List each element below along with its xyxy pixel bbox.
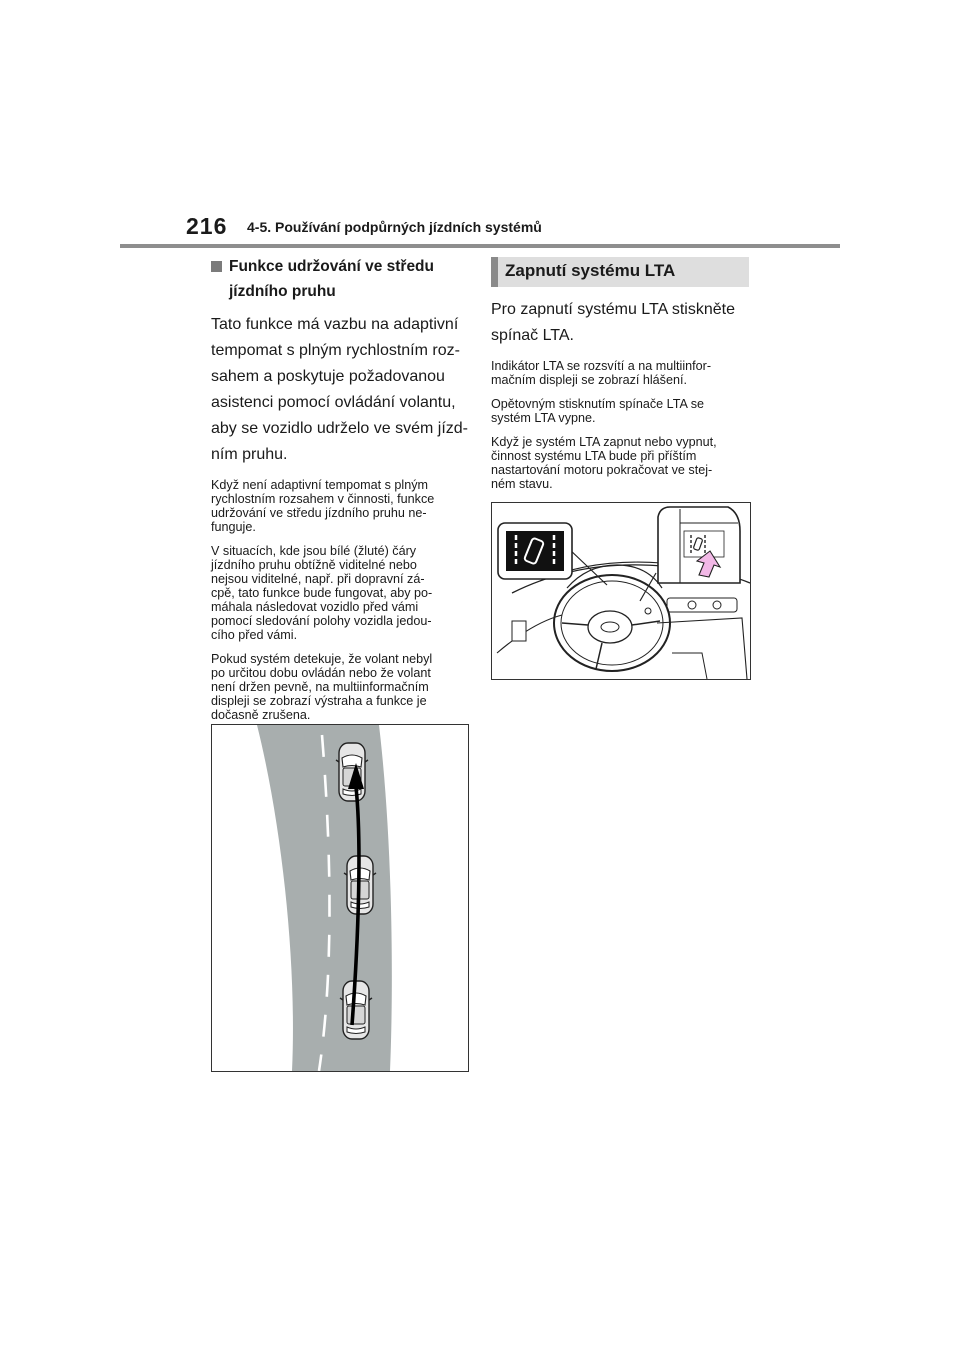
text-line: pomocí sledování polohy vozidla jedou-	[211, 614, 432, 628]
left-column	[211, 256, 469, 722]
text-line: Pokud systém detekuje, že volant nebyl	[211, 652, 433, 666]
page-number: 216	[186, 213, 228, 239]
text-line: funguje.	[211, 520, 256, 534]
lead-paragraph	[211, 312, 469, 468]
lead-line: tempomat s plným rychlostním roz-	[211, 342, 460, 359]
banner-title: Zapnutí systému LTA	[505, 261, 676, 280]
body-paragraph	[491, 435, 749, 491]
car-icon	[336, 743, 368, 801]
lead-line: Tato funkce má vazbu na adaptivní	[211, 316, 459, 333]
text-line: cího před vámi.	[211, 628, 298, 642]
text-line: činnost systému LTA bude při příštím	[491, 449, 697, 463]
text-line: nejsou viditelné, např. při dopravní zá-	[211, 572, 425, 586]
text-line: ném stavu.	[491, 477, 553, 491]
section-title	[229, 254, 434, 304]
section-banner	[491, 257, 749, 287]
text-line: Když není adaptivní tempomat s plným	[211, 478, 429, 492]
section-heading	[211, 256, 469, 304]
lta-switch-illustration	[491, 502, 751, 680]
body-paragraph	[491, 359, 749, 387]
text-line: Indikátor LTA se rozsvítí a na multiinfor-	[491, 359, 712, 373]
text-line: jízdního pruhu obtížně viditelné nebo	[211, 558, 417, 572]
lead-paragraph	[491, 297, 749, 349]
lead-line: aby se vozidlo udrželo ve svém jízd-	[211, 420, 468, 437]
body-paragraph	[211, 478, 469, 534]
text-line: máhala následovat vozidlo před vámi	[211, 600, 419, 614]
chapter-title: 4-5. Používání podpůrných jízdních systémů	[247, 219, 542, 235]
text-line: mačním displeji se zobrazí hlášení.	[491, 373, 687, 387]
lead-line: asistenci pomocí ovládání volantu,	[211, 394, 456, 411]
text-line: V situacích, kde jsou bílé (žluté) čáry	[211, 544, 417, 558]
body-paragraph	[211, 544, 469, 642]
text-line: po určitou dobu ovládán nebo že volant	[211, 666, 431, 680]
steering-wheel-icon	[554, 575, 670, 671]
text-line: není držen pevně, na multiinformačním	[211, 680, 429, 694]
right-column	[491, 257, 749, 491]
lead-line: Pro zapnutí systému LTA stiskněte	[491, 301, 735, 318]
text-line: systém LTA vypne.	[491, 411, 596, 425]
lane-centering-illustration	[211, 724, 469, 1072]
text-line: udržování ve středu jízdního pruhu ne-	[211, 506, 427, 520]
text-line: Když je systém LTA zapnut nebo vypnut,	[491, 435, 717, 449]
text-line: rychlostním rozsahem v činnosti, funkce	[211, 492, 435, 506]
lead-line: ním pruhu.	[211, 446, 288, 463]
text-line: displeji se zobrazí výstraha a funkce je	[211, 694, 427, 708]
lead-line: spínač LTA.	[491, 327, 574, 344]
text-line: Opětovným stisknutím spínače LTA se	[491, 397, 705, 411]
text-line: cpě, tato funkce bude fungovat, aby po-	[211, 586, 433, 600]
body-paragraph	[211, 652, 469, 722]
body-paragraph	[491, 397, 749, 425]
lead-line: sahem a poskytuje požadovanou	[211, 368, 445, 385]
square-bullet-icon	[211, 261, 222, 272]
header-divider	[120, 244, 840, 248]
text-line: dočasně zrušena.	[211, 708, 311, 722]
text-line: nastartování motoru pokračovat ve stej-	[491, 463, 713, 477]
section-title-line: jízdního pruhu	[229, 283, 336, 300]
section-title-line: Funkce udržování ve středu	[229, 258, 434, 275]
